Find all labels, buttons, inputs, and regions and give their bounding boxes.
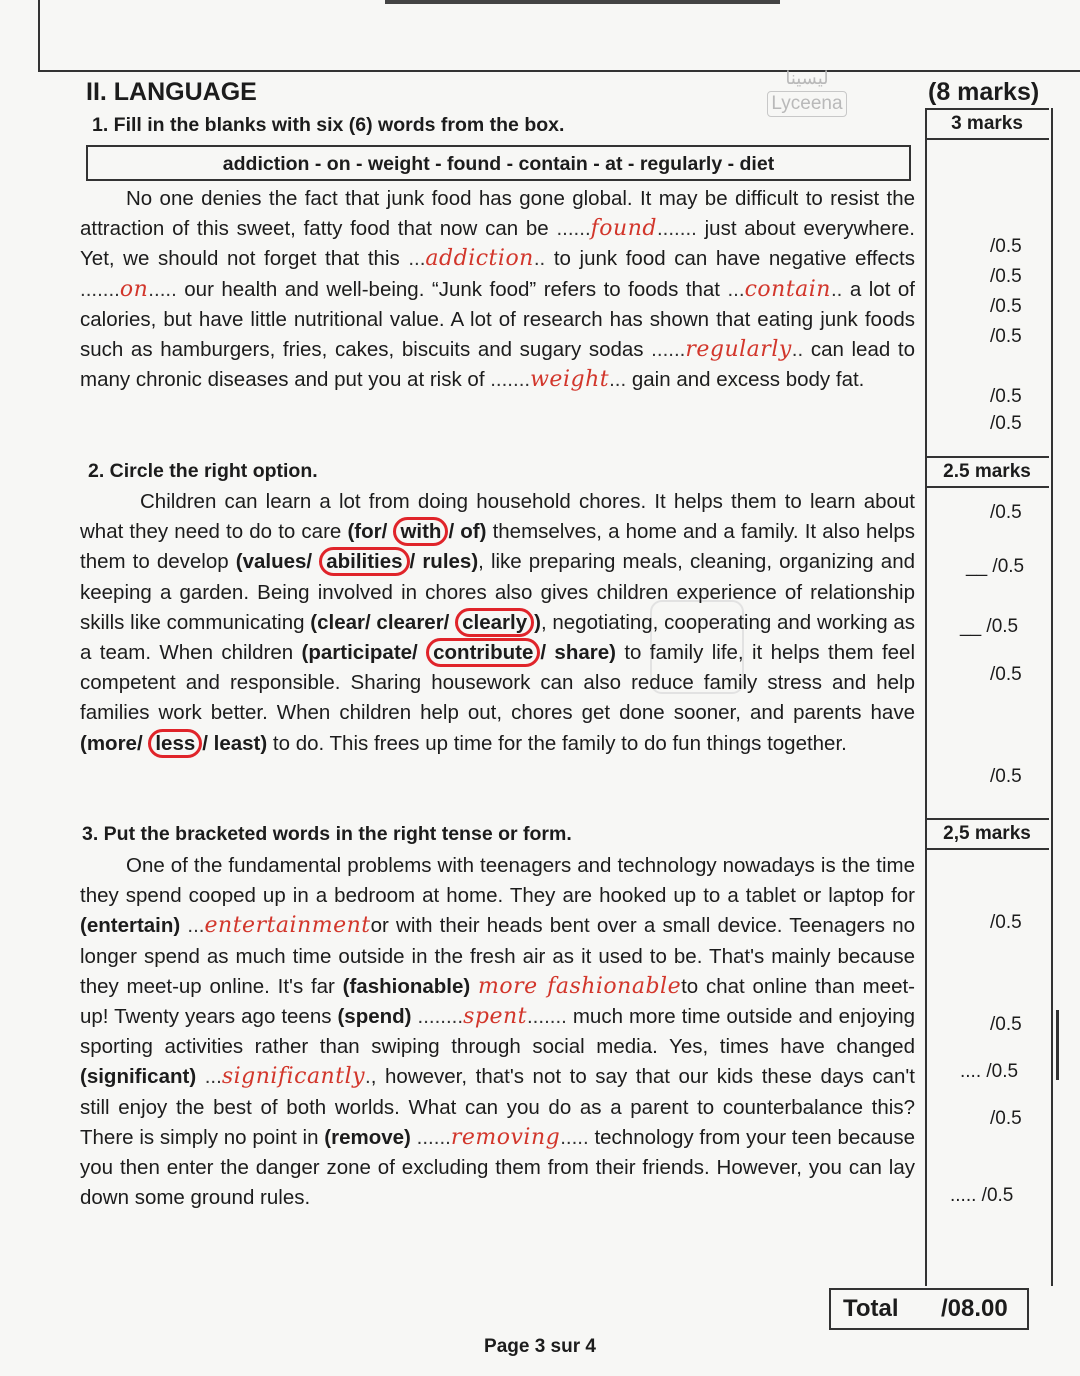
lyceena-logo [758, 68, 856, 134]
q1-mark-1: /0.5 [990, 236, 1022, 257]
q1-mark-2: /0.5 [990, 266, 1022, 287]
q3-mark-5: ..... /0.5 [950, 1185, 1014, 1206]
q2-mark-1: /0.5 [990, 502, 1022, 523]
q3-answer-2[interactable]: more fashionable [477, 973, 682, 999]
q2-choice-3[interactable]: clearly [455, 608, 534, 637]
q1-marks-header: 3 marks [925, 108, 1049, 140]
q1-mark-4: /0.5 [990, 326, 1022, 347]
top-frame [38, 0, 1080, 72]
q1-mark-6: /0.5 [990, 413, 1022, 434]
q1-answer-3[interactable]: on [119, 276, 149, 302]
q2-title: 2. Circle the right option. [88, 460, 318, 482]
q3-title: 3. Put the bracketed words in the right tense or form. [82, 823, 572, 845]
q1-answer-1[interactable]: found [590, 216, 657, 242]
q3-marks-header: 2,5 marks [925, 818, 1049, 850]
page-number: Page 3 sur 4 [484, 1336, 596, 1357]
section-title: II. LANGUAGE [86, 78, 257, 106]
q3-mark-3: .... /0.5 [960, 1061, 1019, 1082]
q1-paragraph: No one denies the fact that junk food has gone global. It may be difficult to resist the attraction of this sweet, fatty food that now can be ......found....... just about everywhere. Yet, we should not forget that this ...addiction.. to junk food can have negative effects .......on..... our health and well-being. “Junk food” refers to foods that ...contain.. a lot of calories, but have little nutritional value. A lot of research has shown that eating junk foods such as hamburgers, fries, cakes, biscuits and sugary sodas ......regularly.. can lead to many chronic diseases and put you at risk of .......weight... gain and excess body fat. [80, 187, 915, 393]
q2-mark-5: /0.5 [990, 766, 1022, 787]
q2-mark-2: __ /0.5 [966, 556, 1025, 577]
q2-choice-5[interactable]: less [148, 729, 202, 758]
section-marks: (8 marks) [928, 78, 1040, 106]
q2-choice-2[interactable]: abilities [319, 547, 409, 576]
total-label: Total [843, 1295, 899, 1322]
q1-answer-4[interactable]: contain [744, 276, 831, 302]
q2-mark-3: __ /0.5 [960, 616, 1019, 637]
q1-answer-6[interactable]: weight [530, 367, 610, 393]
q3-mark-2: /0.5 [990, 1014, 1022, 1035]
margin-mark [1056, 1010, 1059, 1080]
q3-answer-3[interactable]: spent [463, 1004, 527, 1030]
q2-mark-4: /0.5 [990, 664, 1022, 685]
q3-mark-1: /0.5 [990, 912, 1022, 933]
q1-answer-2[interactable]: addiction [425, 246, 534, 272]
q1-title: 1. Fill in the blanks with six (6) words from the box. [92, 114, 565, 136]
q3-paragraph: One of the fundamental problems with teenagers and technology nowadays is the time they spend cooped up in a bedroom at home. They are hooked up to a tablet or laptop for (entertain) ...entertainmentor with their heads bent over a small device. Teenagers no longer spend as much time outside in the fresh air as it used to be. That's mainly because they meet-up online. It's far (fashionable) more fashionableto chat online than meet-up! Twenty years ago teens (spend) ........spent....... much more time outside and enjoying sporting activities rather than swiping through social media. Yes, times have changed (significant) ...significantly., however, that's not to say that our kids these days can't still enjoy the best of both worlds. What can you do as a parent to counterbalance this? There is simply no point in (remove) ......removing..... technology from your teen because you then enter the danger zone of excluding them from their friends. However, you can lay down some ground rules. [80, 854, 915, 1210]
q2-choice-4[interactable]: contribute [426, 638, 540, 667]
q2-marks-header: 2.5 marks [925, 456, 1049, 488]
logo-latin: Lyceena [767, 91, 846, 117]
q1-answer-5[interactable]: regularly [685, 337, 792, 363]
q1-mark-3: /0.5 [990, 296, 1022, 317]
q3-answer-5[interactable]: removing [450, 1124, 561, 1150]
word-box: addiction - on - weight - found - contain - at - regularly - diet [86, 145, 911, 181]
q1-mark-5: /0.5 [990, 386, 1022, 407]
q2-choice-1[interactable]: with [393, 517, 448, 546]
q3-answer-1[interactable]: entertainment [204, 913, 371, 939]
q3-answer-4[interactable]: significantly [221, 1064, 366, 1090]
logo-arabic: ليسينا [785, 68, 829, 88]
q3-mark-4: /0.5 [990, 1108, 1022, 1129]
q2-paragraph: Children can learn a lot from doing household chores. It helps them to learn about what they need to do to care (for/ with / of) themselves, a home and a family. It also helps them to develop (values/ abilities / rules), like preparing meals, cleaning, organizing and keeping a garden. Being involved in chores also gives children experience of relationship skills like communicating (clear/ clearer/ clearly ), negotiating, cooperating and working as a team. When children (participate/ contribute / share) to family life, it helps them feel competent and responsible. Sharing housework can also reduce family stress and help families work better. When children help out, chores get done sooner, and parents have (more/ less / least) to do. This frees up time for the family to do fun things together. [80, 487, 915, 759]
total-value: /08.00 [941, 1295, 1008, 1322]
total-box [829, 1288, 1029, 1330]
top-tab-line [385, 0, 780, 4]
